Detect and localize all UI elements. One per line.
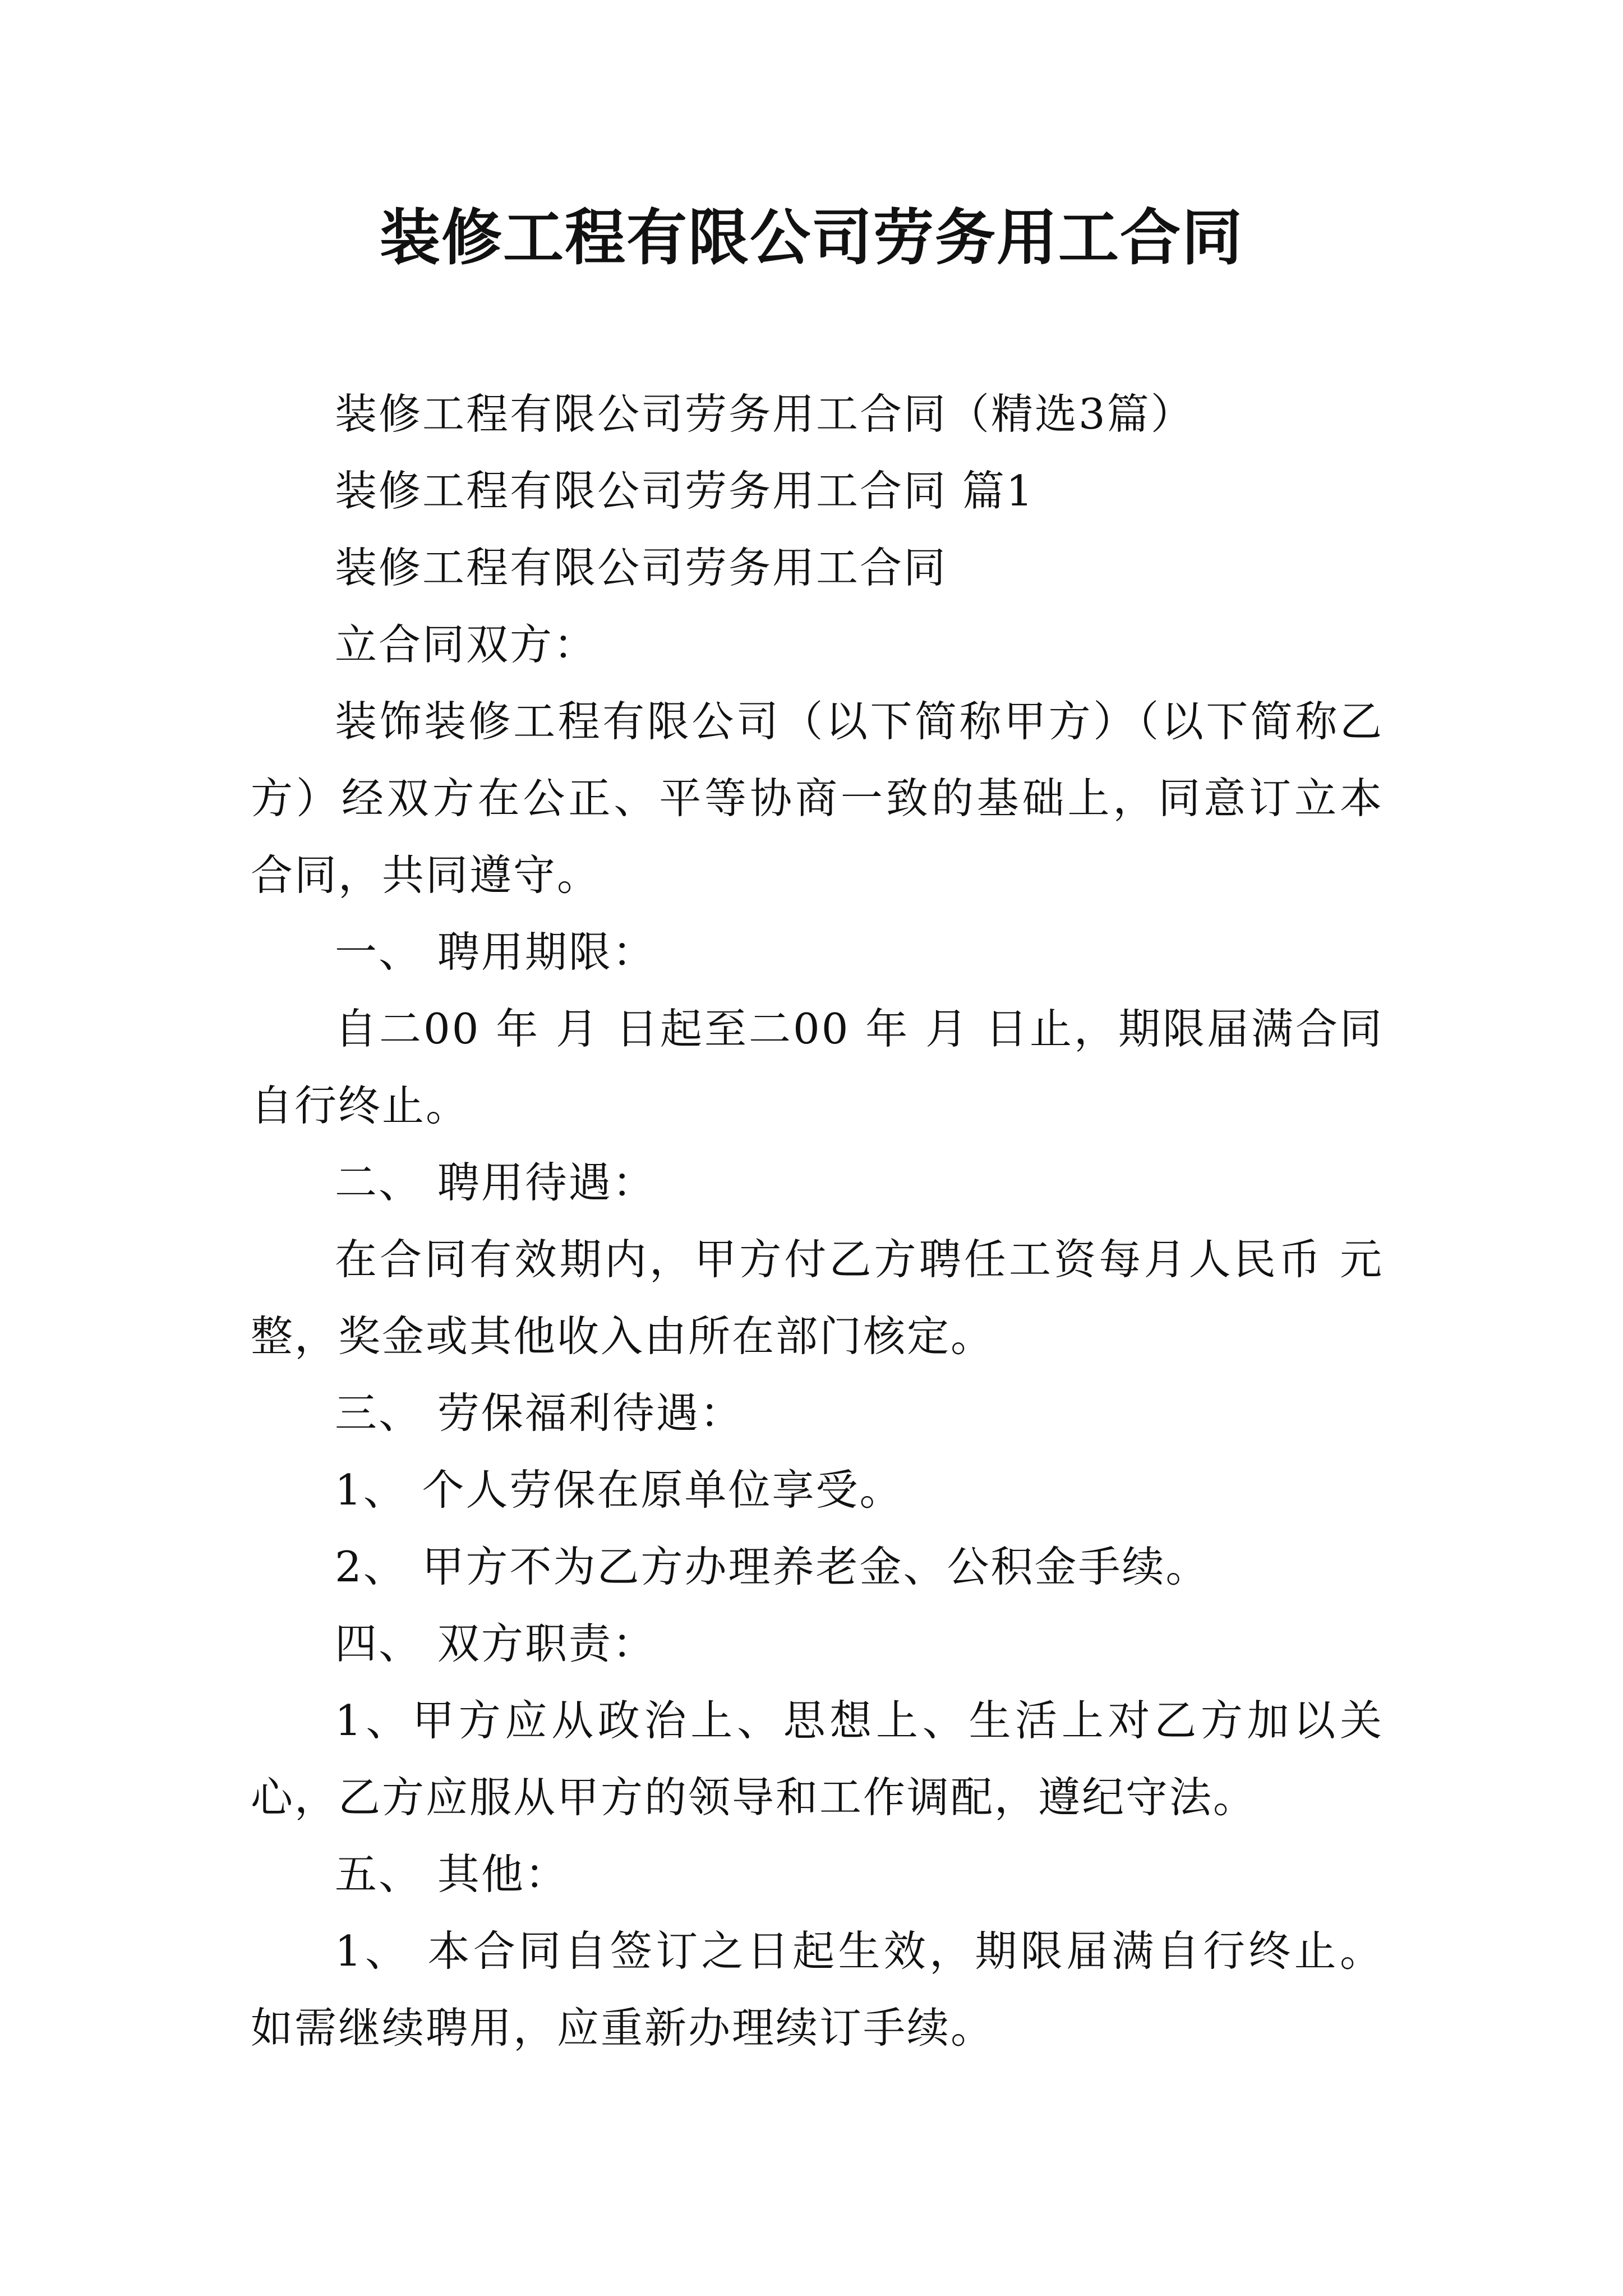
paragraph-benefits-item-1: 1、 个人劳保在原单位享受。	[335, 1465, 903, 1515]
paragraph-duties-item-1: 1、甲方应从政治上、思想上、生活上对乙方加以关心，乙方应服从甲方的领导和工作调配，遵纪守法。	[251, 1696, 1384, 1822]
paragraph-parties-label: 立合同双方：	[335, 620, 598, 669]
section-heading-pay: 二、 聘用待遇：	[335, 1158, 656, 1207]
paragraph-other-item-1: 1、 本合同自签订之日起生效，期限届满自行终止。如需继续聘用，应重新办理续订手续。	[251, 1926, 1384, 2053]
section-heading-duties: 四、 双方职责：	[335, 1619, 656, 1668]
section-heading-other: 五、 其他：	[335, 1849, 569, 1899]
paragraph-heading-selection: 装修工程有限公司劳务用工合同（精选3篇）	[335, 389, 1195, 439]
paragraph-contract-name: 装修工程有限公司劳务用工合同	[335, 543, 948, 592]
paragraph-pay-text: 在合同有效期内，甲方付乙方聘任工资每月人民币 元整，奖金或其他收入由所在部门核定。	[251, 1235, 1384, 1361]
section-heading-term: 一、 聘用期限：	[335, 927, 656, 977]
paragraph-term-text: 自二00 年 月 日起至二00 年 月 日止，期限届满合同自行终止。	[251, 1004, 1384, 1130]
document-body	[251, 376, 1384, 2067]
section-heading-benefits: 三、 劳保福利待遇：	[335, 1388, 744, 1438]
document-title: 装修工程有限公司劳务用工合同	[379, 203, 1243, 273]
paragraph-parties-text: 装饰装修工程有限公司（以下简称甲方）（以下简称乙方）经双方在公正、平等协商一致的基础上，同意订立本合同，共同遵守。	[251, 697, 1384, 900]
paragraph-benefits-item-2: 2、 甲方不为乙方办理养老金、公积金手续。	[335, 1542, 1210, 1591]
paragraph-part-label: 装修工程有限公司劳务用工合同 篇1	[335, 466, 1035, 516]
